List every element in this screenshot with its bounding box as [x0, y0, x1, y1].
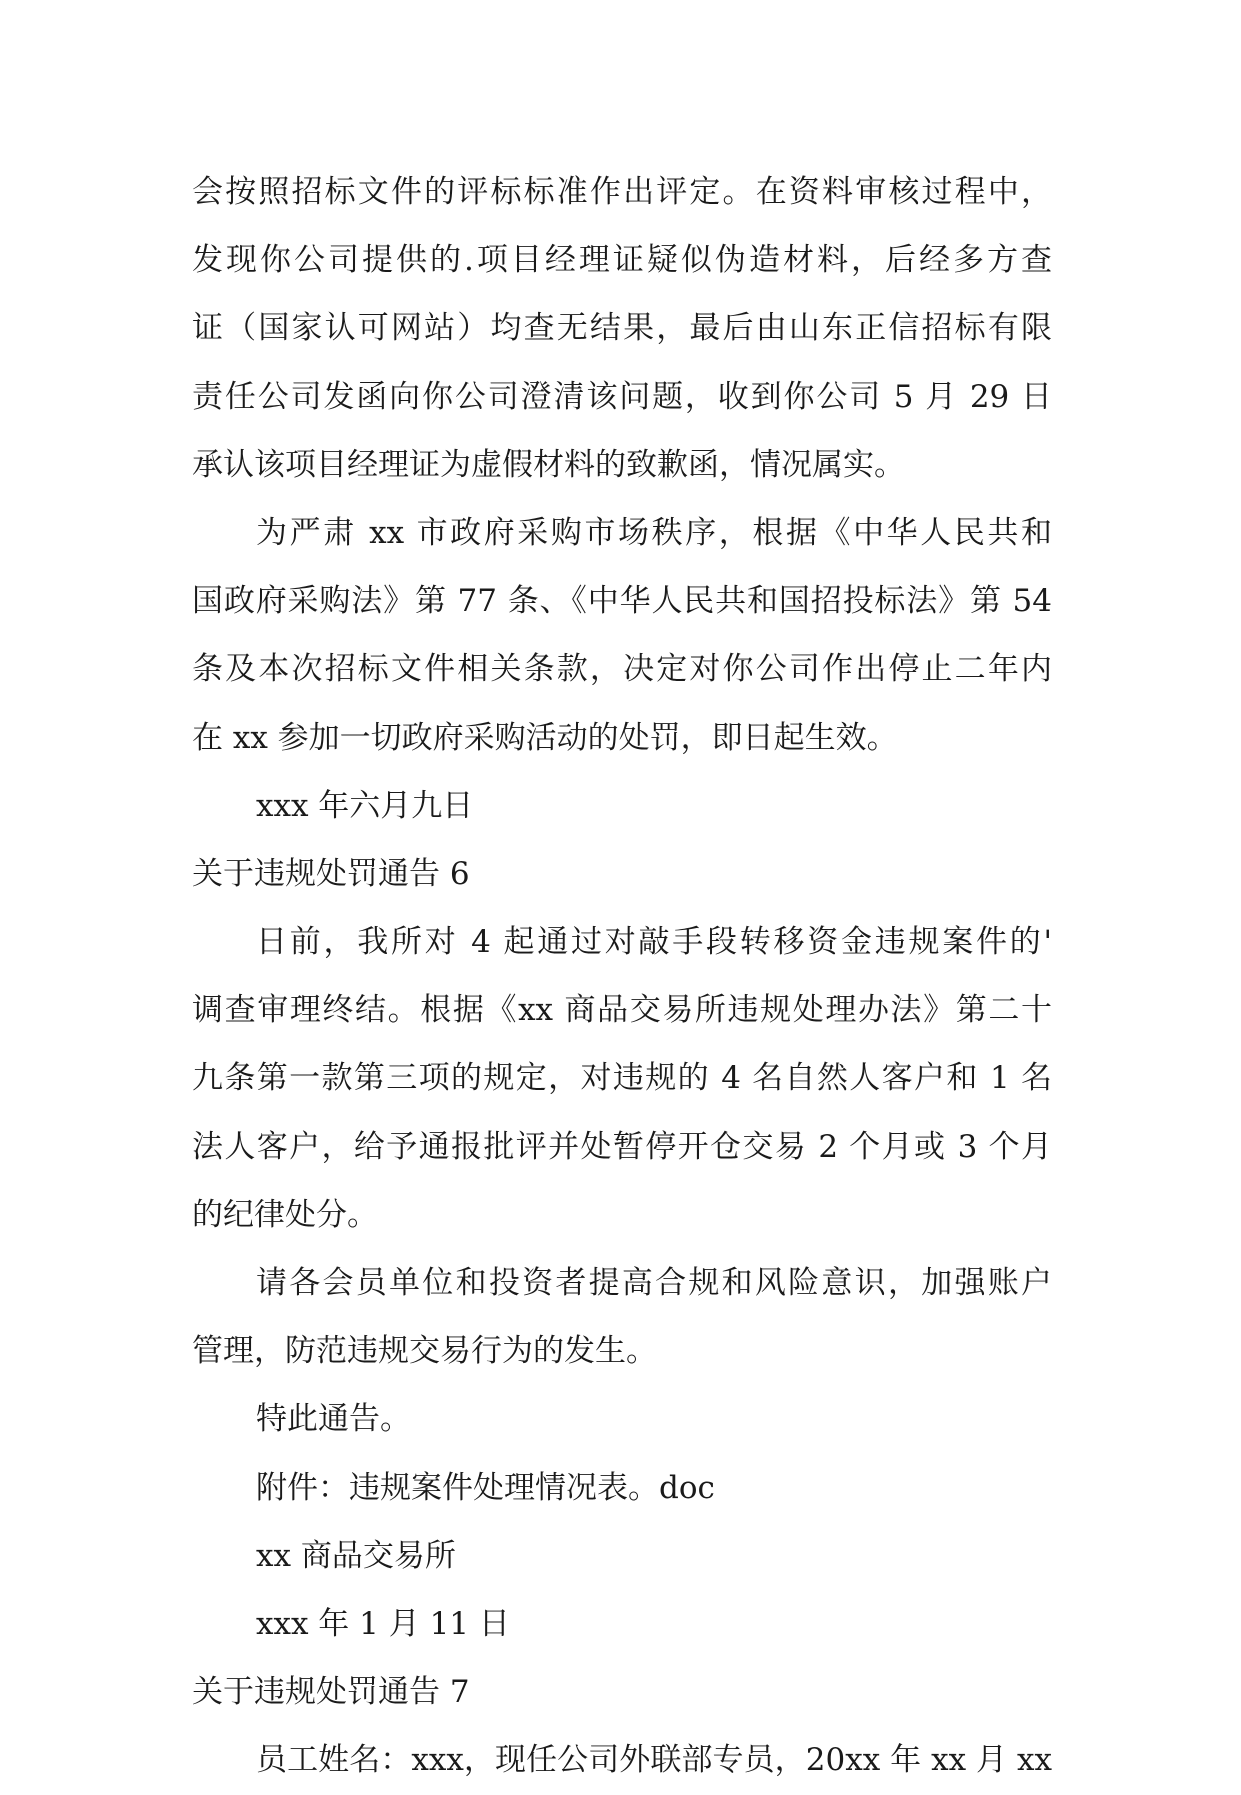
- text-line: 承认该项目经理证为虚假材料的致歉函，情况属实。: [192, 446, 905, 483]
- text-line: 会按照招标文件的评标标准作出评定。在资料审核过程中，: [192, 174, 1052, 210]
- text-line: 国政府采购法》第 77 条、《中华人民共和国招投标法》第 54: [192, 583, 1052, 620]
- text-line: 调查审理终结。根据《xx 商品交易所违规处理办法》第二十: [192, 992, 1052, 1029]
- text-line: 证（国家认可网站）均查无结果，最后由山东正信招标有限: [192, 310, 1052, 347]
- text-line: 请各会员单位和投资者提高合规和风险意识，加强账户: [256, 1265, 1052, 1301]
- text-line: xxx 年六月九日: [256, 787, 474, 824]
- text-line: xxx 年 1 月 11 日: [256, 1605, 510, 1642]
- text-line: 在 xx 参加一切政府采购活动的处罚，即日起生效。: [192, 719, 898, 756]
- text-line: 九条第一款第三项的规定，对违规的 4 名自然人客户和 1 名: [192, 1060, 1052, 1097]
- text-line: 日前，我所对 4 起通过对敲手段转移资金违规案件的': [256, 924, 1052, 961]
- text-line: 特此通告。: [256, 1401, 411, 1438]
- text-line: 管理，防范违规交易行为的发生。: [192, 1333, 657, 1370]
- text-line: 为严肃 xx 市政府采购市场秩序，根据《中华人民共和: [256, 514, 1052, 551]
- text-line: 附件：违规案件处理情况表。doc: [256, 1469, 715, 1506]
- text-line: 条及本次招标文件相关条款，决定对你公司作出停止二年内: [192, 651, 1052, 688]
- text-line: 关于违规处罚通告 7: [192, 1674, 470, 1711]
- text-line: xx 商品交易所: [256, 1537, 456, 1574]
- text-line: 发现你公司提供的.项目经理证疑似伪造材料，后经多方查: [192, 242, 1052, 279]
- document-body: [192, 158, 1072, 1795]
- text-line: 员工姓名：xxx，现任公司外联部专员，20xx 年 xx 月 xx: [256, 1742, 1052, 1779]
- text-line: 的纪律处分。: [192, 1196, 378, 1233]
- text-line: 法人客户，给予通报批评并处暂停开仓交易 2 个月或 3 个月: [192, 1128, 1052, 1165]
- text-line: 责任公司发函向你公司澄清该问题，收到你公司 5 月 29 日: [192, 378, 1052, 415]
- text-line: 关于违规处罚通告 6: [192, 855, 470, 892]
